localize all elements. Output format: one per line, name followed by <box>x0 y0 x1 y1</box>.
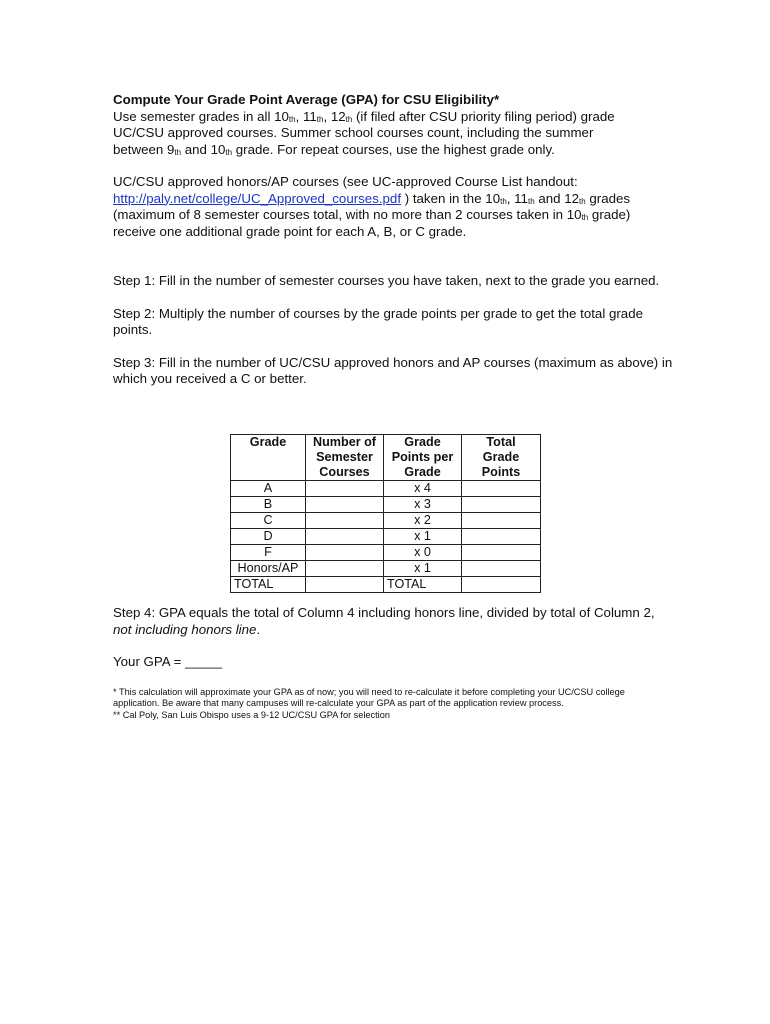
footnotes <box>113 687 673 722</box>
step-4-text: . <box>256 621 261 637</box>
honors-text: ) taken in the 10 <box>401 190 501 206</box>
ordinal-suffix: th <box>581 213 589 222</box>
courses-input-cell[interactable] <box>306 481 384 497</box>
total-input-cell[interactable] <box>462 577 541 593</box>
table-header-row <box>231 435 541 481</box>
table-row <box>231 545 541 561</box>
ordinal-suffix: th <box>527 196 535 206</box>
ordinal-suffix: th <box>225 147 233 157</box>
grade-cell: D <box>231 529 306 545</box>
total-input-cell[interactable] <box>462 561 541 577</box>
courses-input-cell[interactable] <box>306 529 384 545</box>
table-row <box>231 577 541 593</box>
total-input-cell[interactable] <box>462 545 541 561</box>
grade-cell: A <box>231 481 306 497</box>
points-cell: x 1 <box>384 561 462 577</box>
honors-line-1: UC/CSU approved honors/AP courses (see UC-approved Course List handout: <box>113 174 578 189</box>
points-cell: x 0 <box>384 545 462 561</box>
ordinal-suffix: th <box>345 114 353 124</box>
intro-text: , 11 <box>295 108 317 124</box>
points-cell: x 3 <box>384 497 462 513</box>
header-grade-points: Grade Points per Grade <box>384 435 462 481</box>
grade-cell: TOTAL <box>231 577 306 593</box>
document-body <box>113 92 673 388</box>
table-row <box>231 481 541 497</box>
gpa-line: Your GPA = _____ <box>113 654 223 669</box>
courses-input-cell[interactable] <box>306 497 384 513</box>
honors-line-4: receive one additional grade point for each A, B, or C grade. <box>113 223 467 239</box>
total-input-cell[interactable] <box>462 529 541 545</box>
table-row <box>231 529 541 545</box>
table-row <box>231 561 541 577</box>
courses-input-cell[interactable] <box>306 561 384 577</box>
points-cell: x 4 <box>384 481 462 497</box>
points-cell: x 1 <box>384 529 462 545</box>
intro-text: grade. For repeat courses, use the highest grade only. <box>232 141 555 157</box>
gpa-table <box>230 434 541 593</box>
grade-cell: F <box>231 545 306 561</box>
intro-text: (if filed after CSU priority filing period) grade <box>352 108 615 124</box>
document-footer <box>113 605 673 721</box>
intro-text: , 12 <box>323 108 346 124</box>
step-4 <box>113 605 673 638</box>
step-1: Step 1: Fill in the number of semester courses you have taken, next to the grade you earned. <box>113 273 660 288</box>
footnote-1: * This calculation will approximate your GPA as of now; you will need to re-calculate it before completing your UC/CSU college application. Be aware that many campuses will re-calculate your GPA as part of the application review process. <box>113 686 625 708</box>
courses-input-cell[interactable] <box>306 577 384 593</box>
header-grade: Grade <box>231 435 306 481</box>
footnote-2: ** Cal Poly, San Luis Obispo uses a 9-12 UC/CSU GPA for selection <box>113 709 390 720</box>
step-4-emphasis: not including honors line <box>113 621 257 637</box>
ordinal-suffix: th <box>174 147 182 157</box>
approved-courses-link[interactable]: http://paly.net/college/UC_Approved_courses.pdf <box>113 190 402 206</box>
step-4-text: Step 4: GPA equals the total of Column 4 including honors line, divided by total of Column 2, <box>113 605 655 620</box>
honors-text: (maximum of 8 semester courses total, with no more than 2 courses taken in 10 <box>113 207 582 222</box>
points-cell: TOTAL <box>384 577 462 593</box>
step-3: Step 3: Fill in the number of UC/CSU approved honors and AP courses (maximum as above) in which you received a C or better. <box>113 354 673 386</box>
total-input-cell[interactable] <box>462 513 541 529</box>
grade-cell: C <box>231 513 306 529</box>
intro-line-2: UC/CSU approved courses. Summer school courses count, including the summer <box>113 125 594 140</box>
points-cell: x 2 <box>384 513 462 529</box>
ordinal-suffix: th <box>579 196 586 206</box>
grade-cell: Honors/AP <box>231 561 306 577</box>
honors-text: grades <box>585 190 631 206</box>
header-number-of-courses: Number of Semester Courses <box>306 435 384 481</box>
grade-cell: B <box>231 497 306 513</box>
step-2: Step 2: Multiply the number of courses by the grade points per grade to get the total grade points. <box>113 305 643 337</box>
honors-text: grade) <box>588 207 631 222</box>
total-input-cell[interactable] <box>462 481 541 497</box>
honors-line-3 <box>113 207 673 224</box>
ordinal-suffix: th <box>316 114 324 124</box>
table-row <box>231 513 541 529</box>
intro-text: Use semester grades in all 10 <box>113 108 289 124</box>
intro-line-3 <box>113 142 673 159</box>
ordinal-suffix: th <box>500 196 507 206</box>
honors-line-2 <box>113 191 673 208</box>
intro-line-1 <box>113 109 673 126</box>
courses-input-cell[interactable] <box>306 545 384 561</box>
honors-text: , 11 <box>506 190 528 206</box>
table-row <box>231 497 541 513</box>
intro-text: and 10 <box>181 141 226 157</box>
total-input-cell[interactable] <box>462 497 541 513</box>
courses-input-cell[interactable] <box>306 513 384 529</box>
ordinal-suffix: th <box>288 114 296 124</box>
honors-text: and 12 <box>534 190 580 206</box>
intro-text: between 9 <box>113 141 175 157</box>
page-title: Compute Your Grade Point Average (GPA) for CSU Eligibility* <box>113 92 500 107</box>
header-total-grade-points: Total Grade Points <box>462 435 541 481</box>
